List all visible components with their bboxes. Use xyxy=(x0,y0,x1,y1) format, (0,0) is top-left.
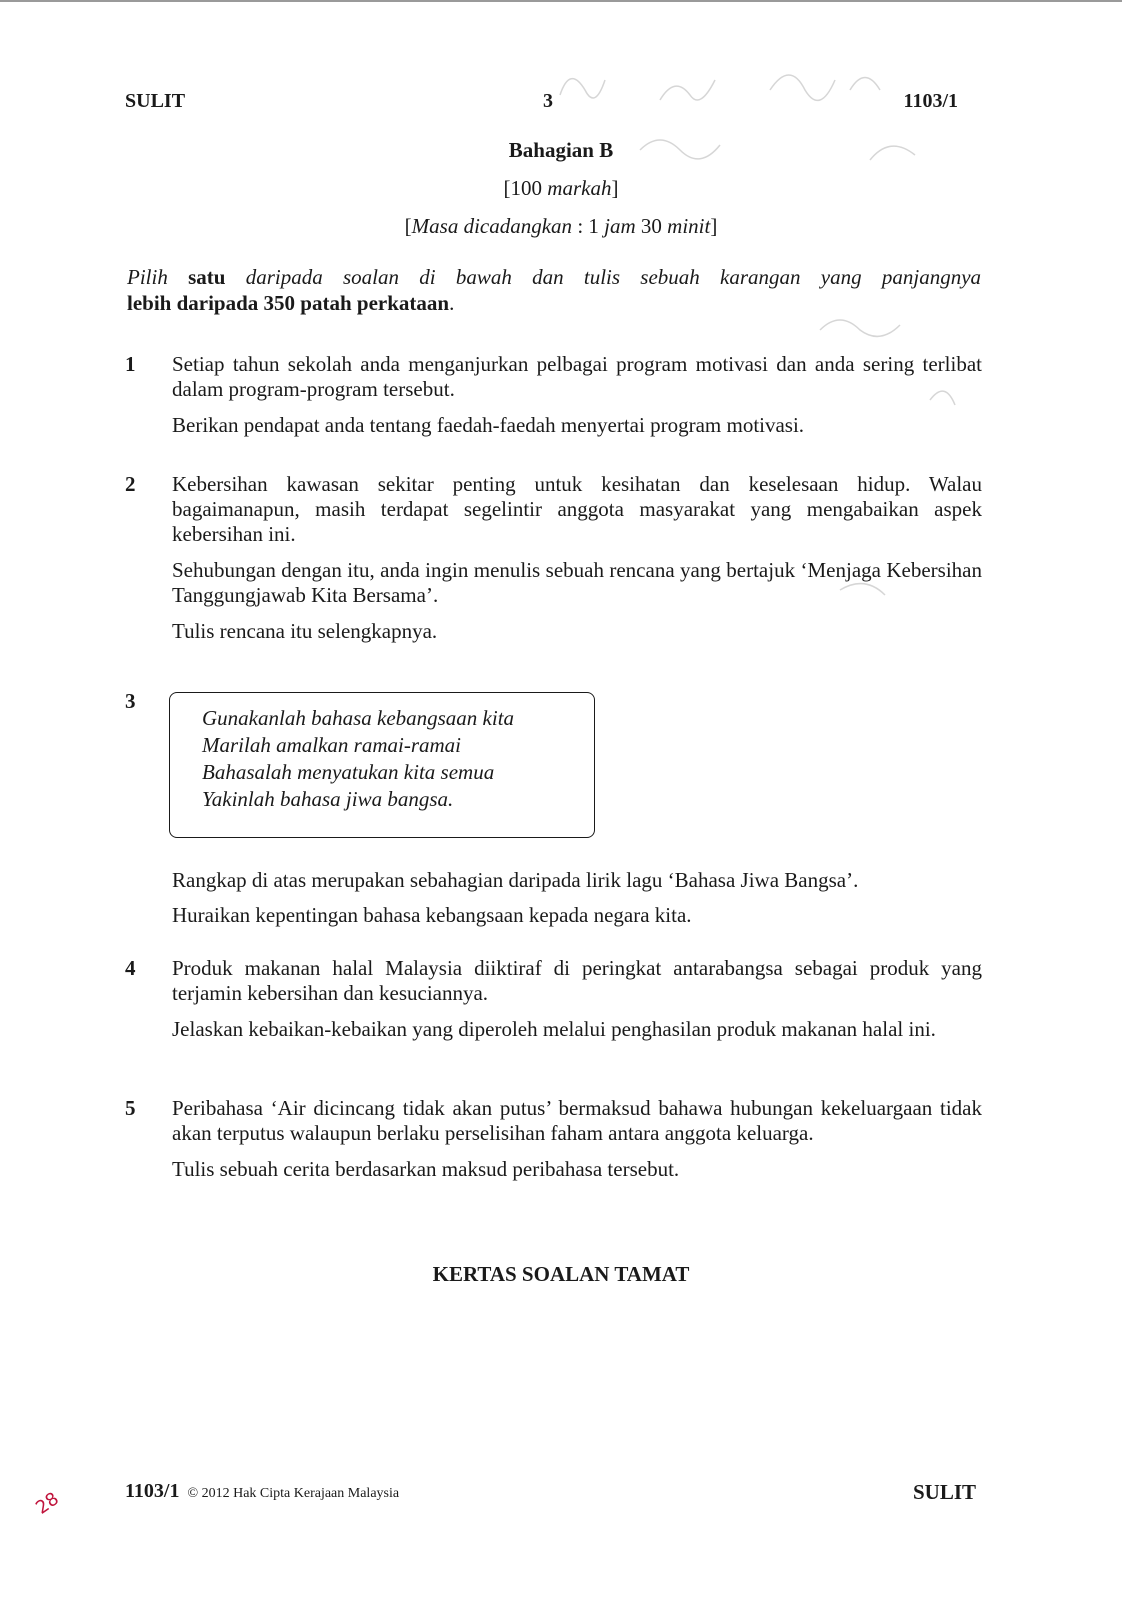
question-5-paragraph-1: Peribahasa ‘Air dicincang tidak akan putus’ bermaksud bahawa hubungan kekeluargaan tidak akan terputus walaupun berlaku perselisihan faham antara anggota keluarga. xyxy=(172,1096,982,1145)
scan-top-edge xyxy=(0,0,1122,2)
question-5-paragraph-2: Tulis sebuah cerita berdasarkan maksud peribahasa tersebut. xyxy=(172,1157,680,1181)
footer-left xyxy=(125,1480,399,1503)
question-4-paragraph-2: Jelaskan kebaikan-kebaikan yang diperoleh melalui penghasilan produk makanan halal ini. xyxy=(172,1017,936,1041)
section-marks: [100 markah] xyxy=(503,176,619,200)
question-number-5: 5 xyxy=(125,1096,136,1120)
question-1-paragraph-1: Setiap tahun sekolah anda menganjurkan pelbagai program motivasi dan anda sering terlibat dalam program-program tersebut. xyxy=(172,352,982,401)
lyric-box xyxy=(169,692,595,838)
footer-sulit: SULIT xyxy=(912,1480,976,1504)
question-2-paragraph-3: Tulis rencana itu selengkapnya. xyxy=(172,619,438,643)
question-2-paragraph-2: Sehubungan dengan itu, anda ingin menulis sebuah rencana yang bertajuk ‘Menjaga Kebersihan Tanggungjawab Kita Bersama’. xyxy=(172,558,982,607)
end-of-paper: KERTAS SOALAN TAMAT xyxy=(432,1262,690,1286)
question-number-4: 4 xyxy=(125,956,136,980)
footer-copyright: © 2012 Hak Cipta Kerajaan Malaysia xyxy=(187,1486,400,1501)
page-number: 3 xyxy=(543,90,553,112)
lyric-line: Bahasalah menyatukan kita semua xyxy=(202,760,495,784)
question-number-1: 1 xyxy=(125,352,136,376)
question-2-paragraph-1: Kebersihan kawasan sekitar penting untuk kesihatan dan keselesaan hidup. Walau bagaimanapun, masih terdapat segelintir anggota masyarakat yang mengabaikan aspek kebersihan ini. xyxy=(172,472,982,546)
section-title: Bahagian B xyxy=(508,138,614,162)
question-number-3: 3 xyxy=(125,689,136,713)
instruction-line-1: Pilih satu daripada soalan di bawah dan tulis sebuah karangan yang panjangnya xyxy=(127,265,982,289)
lyric-line: Gunakanlah bahasa kebangsaan kita xyxy=(202,706,515,730)
header-code: 1103/1 xyxy=(903,90,958,112)
lyric-line: Yakinlah bahasa jiwa bangsa. xyxy=(202,787,454,811)
footer-code: 1103/1 xyxy=(125,1480,180,1502)
question-4-paragraph-1: Produk makanan halal Malaysia diiktiraf di peringkat antarabangsa sebagai produk yang terjamin kebersihan dan kesuciannya. xyxy=(172,956,982,1005)
header-sulit: SULIT xyxy=(125,90,186,112)
question-3-paragraph-1: Rangkap di atas merupakan sebahagian daripada lirik lagu ‘Bahasa Jiwa Bangsa’. xyxy=(172,868,859,892)
question-number-2: 2 xyxy=(125,472,136,496)
suggested-time: [Masa dicadangkan : 1 jam 30 minit] xyxy=(404,214,718,238)
question-1-paragraph-2: Berikan pendapat anda tentang faedah-faedah menyertai program motivasi. xyxy=(172,413,805,437)
question-3-paragraph-2: Huraikan kepentingan bahasa kebangsaan kepada negara kita. xyxy=(172,903,692,927)
lyric-line: Marilah amalkan ramai-ramai xyxy=(202,733,461,757)
instruction-line-2: lebih daripada 350 patah perkataan. xyxy=(127,291,455,315)
handwritten-score-mark: 28 xyxy=(32,1488,63,1519)
